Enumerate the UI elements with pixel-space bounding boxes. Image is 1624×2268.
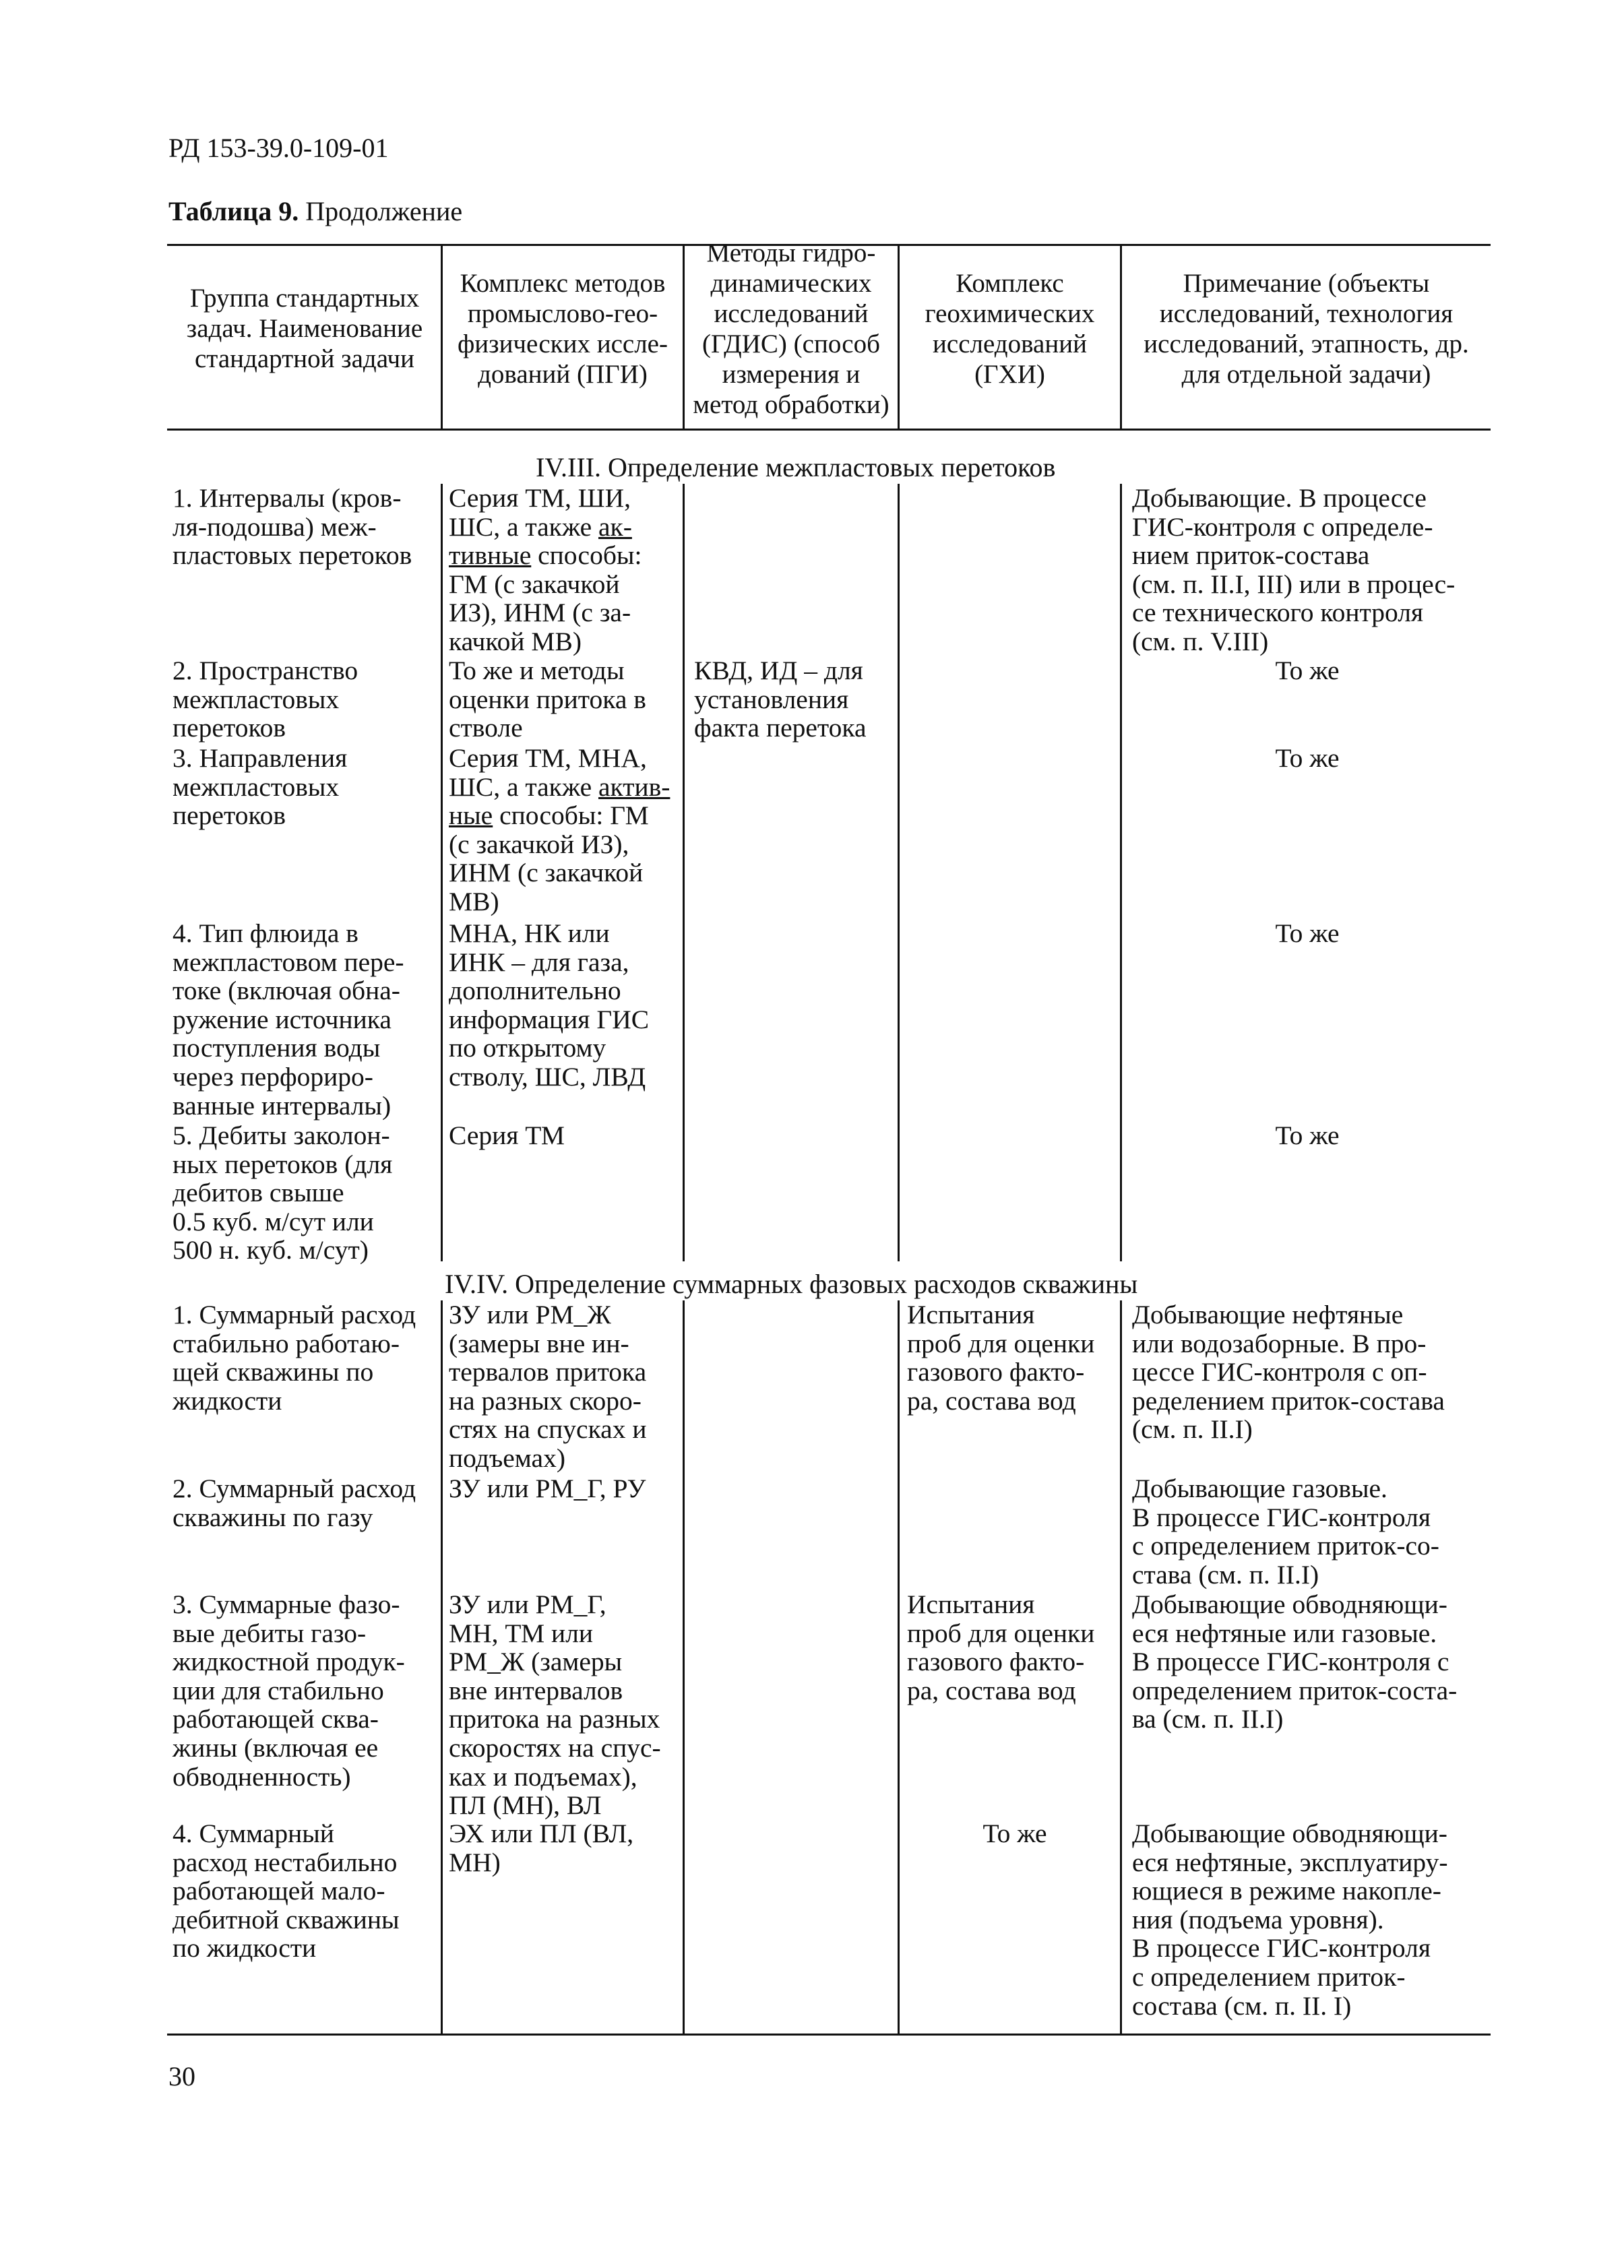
row6-task: 1. Суммарный расход стабильно работаю- щей скважины по жидкости: [173, 1300, 416, 1416]
section-title-iv-iv: IV.IV. Определение суммарных фазовых расходов скважины: [445, 1269, 1138, 1299]
column-header-task-group: Группа стандартных задач. Наименование стандартной задачи: [186, 284, 423, 373]
body-divider-1a: [441, 484, 443, 1261]
row8-task: 3. Суммарные фазо- вые дебиты газо- жидкостной продук- ции для стабильно работающей сква- жины (включая ее обводненность): [173, 1589, 405, 1792]
body-divider-3a: [898, 484, 900, 1261]
row5-notes: То же: [1275, 1121, 1340, 1150]
page-number: 30: [168, 2061, 195, 2091]
row7-notes: Добывающие газовые. В процессе ГИС-контроля с определением приток-со- става (см. п. II.I): [1132, 1474, 1439, 1589]
document-code: РД 153-39.0-109-01: [168, 133, 389, 163]
row5-pgi: Серия ТМ: [449, 1121, 565, 1150]
row9-ghi: То же: [982, 1819, 1047, 1848]
column-header-notes: Примечание (объекты исследований, технология исследований, этапность, др. для отдельной задачи): [1144, 268, 1469, 389]
column-header-gdis: Методы гидро- динамических исследований (ГДИС) (способ измерения и метод обработки): [693, 238, 889, 419]
row3-task: 3. Направления межпластовых перетоков: [173, 743, 348, 831]
header-bottom-rule: [167, 429, 1491, 431]
row8-ghi: Испытания проб для оценки газового факто- ра, состава вод: [907, 1589, 1095, 1705]
column-header-pgi: Комплекс методов промыслово-гео- физических иссле- дований (ПГИ): [458, 268, 668, 389]
row9-notes: Добывающие обводняющи- еся нефтяные, эксплуатиру- ющиеся в режиме накопле- ния (подъема уровня). В процессе ГИС-контроля с определением приток- состава (см. п. II. I): [1132, 1819, 1448, 2021]
section-title-iv-iii: IV.III. Определение межпластовых перетоков: [536, 452, 1056, 482]
row7-task: 2. Суммарный расход скважины по газу: [173, 1474, 416, 1532]
row3-notes: То же: [1275, 743, 1340, 773]
row1-pgi: Серия ТМ, ШИ, ШС, а также ак- тивные способы: ГМ (с закачкой ИЗ), ИНМ (с за- качкой МВ): [449, 483, 642, 656]
row4-pgi: МНА, НК или ИНК – для газа, дополнительно информация ГИС по открытому стволу, ШС, ЛВД: [449, 918, 650, 1092]
row3-pgi: Серия ТМ, МНА, ШС, а также актив- ные способы: ГМ (с закачкой ИЗ), ИНМ (с закачкой МВ): [449, 743, 670, 916]
row6-notes: Добывающие нефтяные или водозаборные. В про- цессе ГИС-контроля с оп- ределением приток-состава (см. п. II.I): [1132, 1300, 1445, 1445]
body-divider-4a: [1120, 484, 1122, 1261]
body-divider-2a: [683, 484, 685, 1261]
row1-notes: Добывающие. В процессе ГИС-контроля с определе- нием приток-состава (см. п. II.I, III) или в процес- се технического контроля (см. п. V.III): [1132, 483, 1456, 656]
row8-notes: Добывающие обводняющи- еся нефтяные или газовые. В процессе ГИС-контроля с определением приток-соста- ва (см. п. II.I): [1132, 1589, 1458, 1734]
row7-pgi: ЗУ или РМ_Г, РУ: [449, 1474, 646, 1503]
row9-pgi: ЭХ или ПЛ (ВЛ, МН): [449, 1819, 634, 1877]
row9-task: 4. Суммарный расход нестабильно работающей мало- дебитной скважины по жидкости: [173, 1819, 400, 1963]
body-divider-2b: [683, 1300, 685, 2034]
row4-task: 4. Тип флюида в межпластовом пере- токе (включая обна- ружение источника поступления воды через перфориро- ванные интервалы): [173, 918, 404, 1121]
row2-task: 2. Пространство межпластовых перетоков: [173, 656, 358, 743]
row8-pgi: ЗУ или РМ_Г, МН, ТМ или РМ_Ж (замеры вне интервалов притока на разных скоростях на спус- ках и подъемах), ПЛ (МН), ВЛ: [449, 1589, 661, 1821]
row6-pgi: ЗУ или РМ_Ж (замеры вне ин- тервалов притока на разных скоро- стях на спусках и подъемах): [449, 1300, 647, 1473]
table-bottom-rule: [167, 2034, 1491, 2036]
row4-notes: То же: [1275, 918, 1340, 948]
row2-notes: То же: [1275, 656, 1340, 685]
body-divider-3b: [898, 1300, 900, 2034]
row2-pgi: То же и методы оценки притока в стволе: [449, 656, 646, 743]
row6-ghi: Испытания проб для оценки газового факто- ра, состава вод: [907, 1300, 1095, 1416]
body-divider-1b: [441, 1300, 443, 2034]
table-continuation: Продолжение: [305, 196, 463, 226]
table-caption: [168, 195, 462, 227]
row1-task: 1. Интервалы (кров- ля-подошва) меж- пластовых перетоков: [173, 483, 412, 571]
row2-gdis: КВД, ИД – для установления факта перетока: [694, 656, 867, 743]
row5-task: 5. Дебиты заколон- ных перетоков (для дебитов свыше 0.5 куб. м/сут или 500 н. куб. м/сут): [173, 1121, 393, 1265]
table-label: Таблица 9.: [168, 196, 299, 226]
column-header-ghi: Комплекс геохимических исследований (ГХИ): [925, 268, 1095, 389]
